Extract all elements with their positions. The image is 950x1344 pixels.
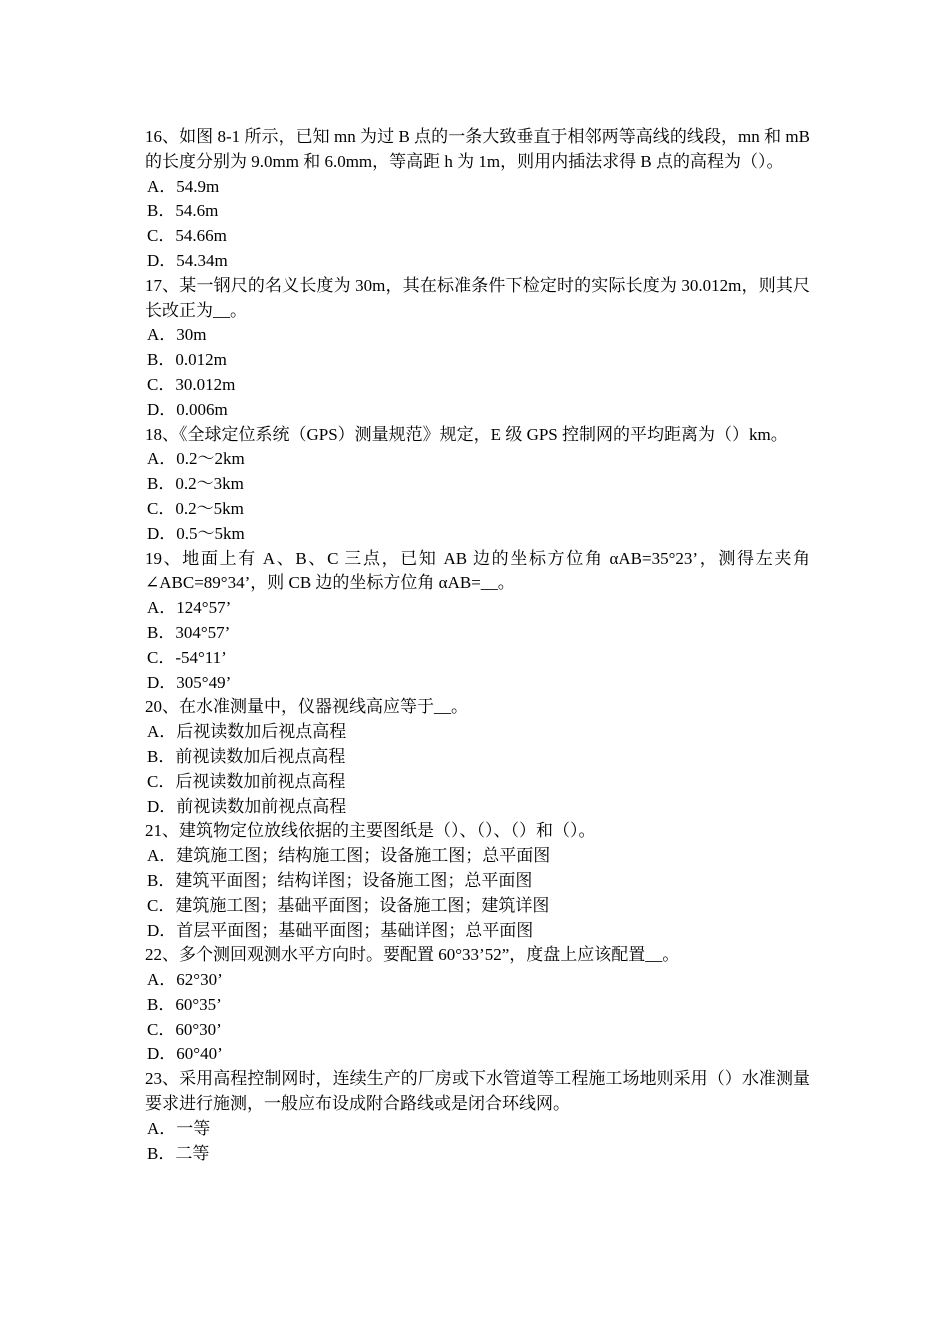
option-a: A．124°57’	[147, 598, 232, 618]
option-a: A．62°30’	[147, 970, 223, 990]
option-d: D．60°40’	[147, 1044, 223, 1064]
question-stem: 18、《全球定位系统（GPS）测量规范》规定，E 级 GPS 控制网的平均距离为（）km。	[145, 424, 788, 444]
option-list	[145, 844, 810, 943]
option-d: D．首层平面图；基础平面图；基础详图；总平面图	[147, 920, 534, 940]
option-b: B．304°57’	[147, 622, 231, 642]
option-b: B．二等	[147, 1143, 210, 1163]
option-list	[145, 596, 810, 695]
option-d: D．0.006m	[147, 399, 228, 419]
question-stem: 17、某一钢尺的名义长度为 30m，其在标准条件下检定时的实际长度为 30.012m，则其尺长改正为__。	[145, 275, 810, 320]
option-c: C．60°30’	[147, 1019, 222, 1039]
option-list	[145, 720, 810, 819]
option-a: A．30m	[147, 325, 207, 345]
option-a: A．建筑施工图；结构施工图；设备施工图；总平面图	[147, 846, 551, 866]
option-list	[145, 175, 810, 274]
option-d: D．0.5～5km	[147, 523, 245, 543]
option-b: B．建筑平面图；结构详图；设备施工图；总平面图	[147, 870, 533, 890]
option-b: B．前视读数加后视点高程	[147, 746, 346, 766]
question-stem: 16、如图 8-1 所示，已知 mn 为过 B 点的一条大致垂直于相邻两等高线的线段，mn 和 mB 的长度分别为 9.0mm 和 6.0mm，等高距 h 为 1m，则用内插法求得 B 点的高程为（）。	[145, 127, 810, 171]
option-list	[145, 1117, 810, 1167]
option-a: A．后视读数加后视点高程	[147, 722, 347, 742]
option-a: A．一等	[147, 1118, 211, 1138]
question-stem: 23、采用高程控制网时，连续生产的厂房或下水管道等工程施工场地则采用（）水准测量要求进行施测，一般应布设成附合路线或是闭合环线网。	[145, 1069, 810, 1114]
question-stem: 22、多个测回观测水平方向时。要配置 60°33’52”，度盘上应该配置__。	[145, 945, 680, 965]
option-d: D．前视读数加前视点高程	[147, 796, 347, 816]
option-c: C．30.012m	[147, 374, 236, 394]
document-page	[145, 125, 810, 1166]
option-c: C．-54°11’	[147, 647, 227, 667]
option-list	[145, 968, 810, 1067]
option-b: B．54.6m	[147, 201, 219, 221]
question-stem: 19、地面上有 A、B、C 三点，已知 AB 边的坐标方位角 αAB=35°23’，测得左夹角∠ABC=89°34’，则 CB 边的坐标方位角 αAB=__。	[145, 548, 810, 593]
question-21	[145, 819, 810, 943]
option-b: B．0.2～3km	[147, 474, 244, 494]
question-20	[145, 695, 810, 819]
question-22	[145, 943, 810, 1067]
option-c: C．建筑施工图；基础平面图；设备施工图；建筑详图	[147, 895, 550, 915]
option-d: D．54.34m	[147, 250, 228, 270]
option-list	[145, 323, 810, 422]
question-23	[145, 1067, 810, 1166]
question-17	[145, 274, 810, 423]
option-d: D．305°49’	[147, 672, 232, 692]
option-c: C．54.66m	[147, 226, 227, 246]
option-b: B．60°35’	[147, 994, 222, 1014]
option-c: C．后视读数加前视点高程	[147, 771, 346, 791]
question-18	[145, 423, 810, 547]
option-a: A．0.2～2km	[147, 449, 245, 469]
option-b: B．0.012m	[147, 350, 227, 370]
option-c: C．0.2～5km	[147, 498, 244, 518]
question-stem: 21、建筑物定位放线依据的主要图纸是（）、（）、（）和（）。	[145, 821, 596, 841]
option-a: A．54.9m	[147, 176, 220, 196]
question-stem: 20、在水准测量中，仪器视线高应等于__。	[145, 697, 468, 717]
question-16	[145, 125, 810, 274]
question-19	[145, 547, 810, 696]
option-list	[145, 447, 810, 546]
